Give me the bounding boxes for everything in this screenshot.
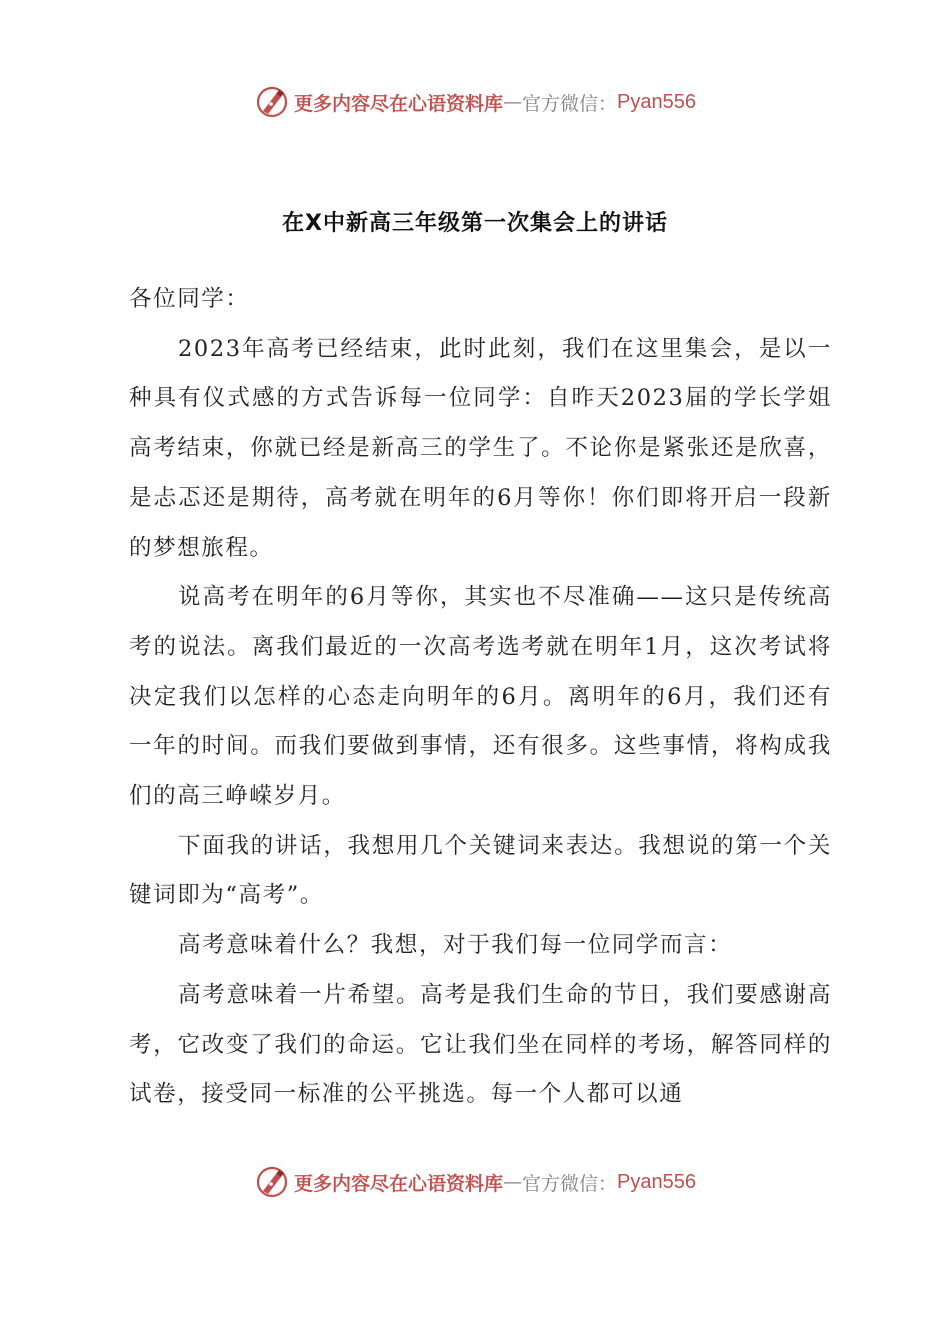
header-banner [0,82,950,122]
paragraph: 下面我的讲话，我想用几个关键词来表达。我想说的第一个关键词即为“高考”。 [129,832,832,909]
banner-wechat-label: 官方微信： [522,1172,618,1195]
banner-site-text: 更多内容尽在心语资料库 [294,1172,504,1195]
pen-logo-icon [254,84,290,120]
banner-wechat-label: 官方微信： [522,92,618,115]
paragraph: 高考意味着一片希望。高考是我们生命的节日，我们要感谢高考，它改变了我们的命运。它让我们坐在同样的考场，解答同样的试卷，接受同一标准的公平挑选。每一个人都可以通 [129,981,832,1108]
document-body [129,275,832,1120]
banner-separator: — [503,91,523,113]
paragraph: 高考意味着什么？我想，对于我们每一位同学而言： [178,932,733,959]
footer-banner [0,1162,950,1202]
document-title: 在X中新高三年级第一次集会上的讲话 [282,211,668,236]
banner-wechat-id: Pyan556 [617,1170,696,1193]
paragraph: 2023年高考已经结束，此时此刻，我们在这里集会，是以一种具有仪式感的方式告诉每一位同学：自昨天2023届的学长学姐高考结束，你就已经是新高三的学生了。不论你是紧张还是欣喜，是忐忑还是期待，高考就在明年的6月等你！你们即将开启一段新的梦想旅程。 [129,335,832,561]
banner-wechat-id: Pyan556 [617,90,696,113]
banner-separator: — [503,1171,523,1193]
banner-site-text: 更多内容尽在心语资料库 [294,92,504,115]
pen-logo-icon [254,1164,290,1200]
paragraph: 说高考在明年的6月等你，其实也不尽准确——这只是传统高考的说法。离我们最近的一次高考选考就在明年1月，这次考试将决定我们以怎样的心态走向明年的6月。离明年的6月，我们还有一年的时间。而我们要做到事情，还有很多。这些事情，将构成我们的高三峥嵘岁月。 [129,584,832,810]
salutation: 各位同学： [129,286,250,312]
